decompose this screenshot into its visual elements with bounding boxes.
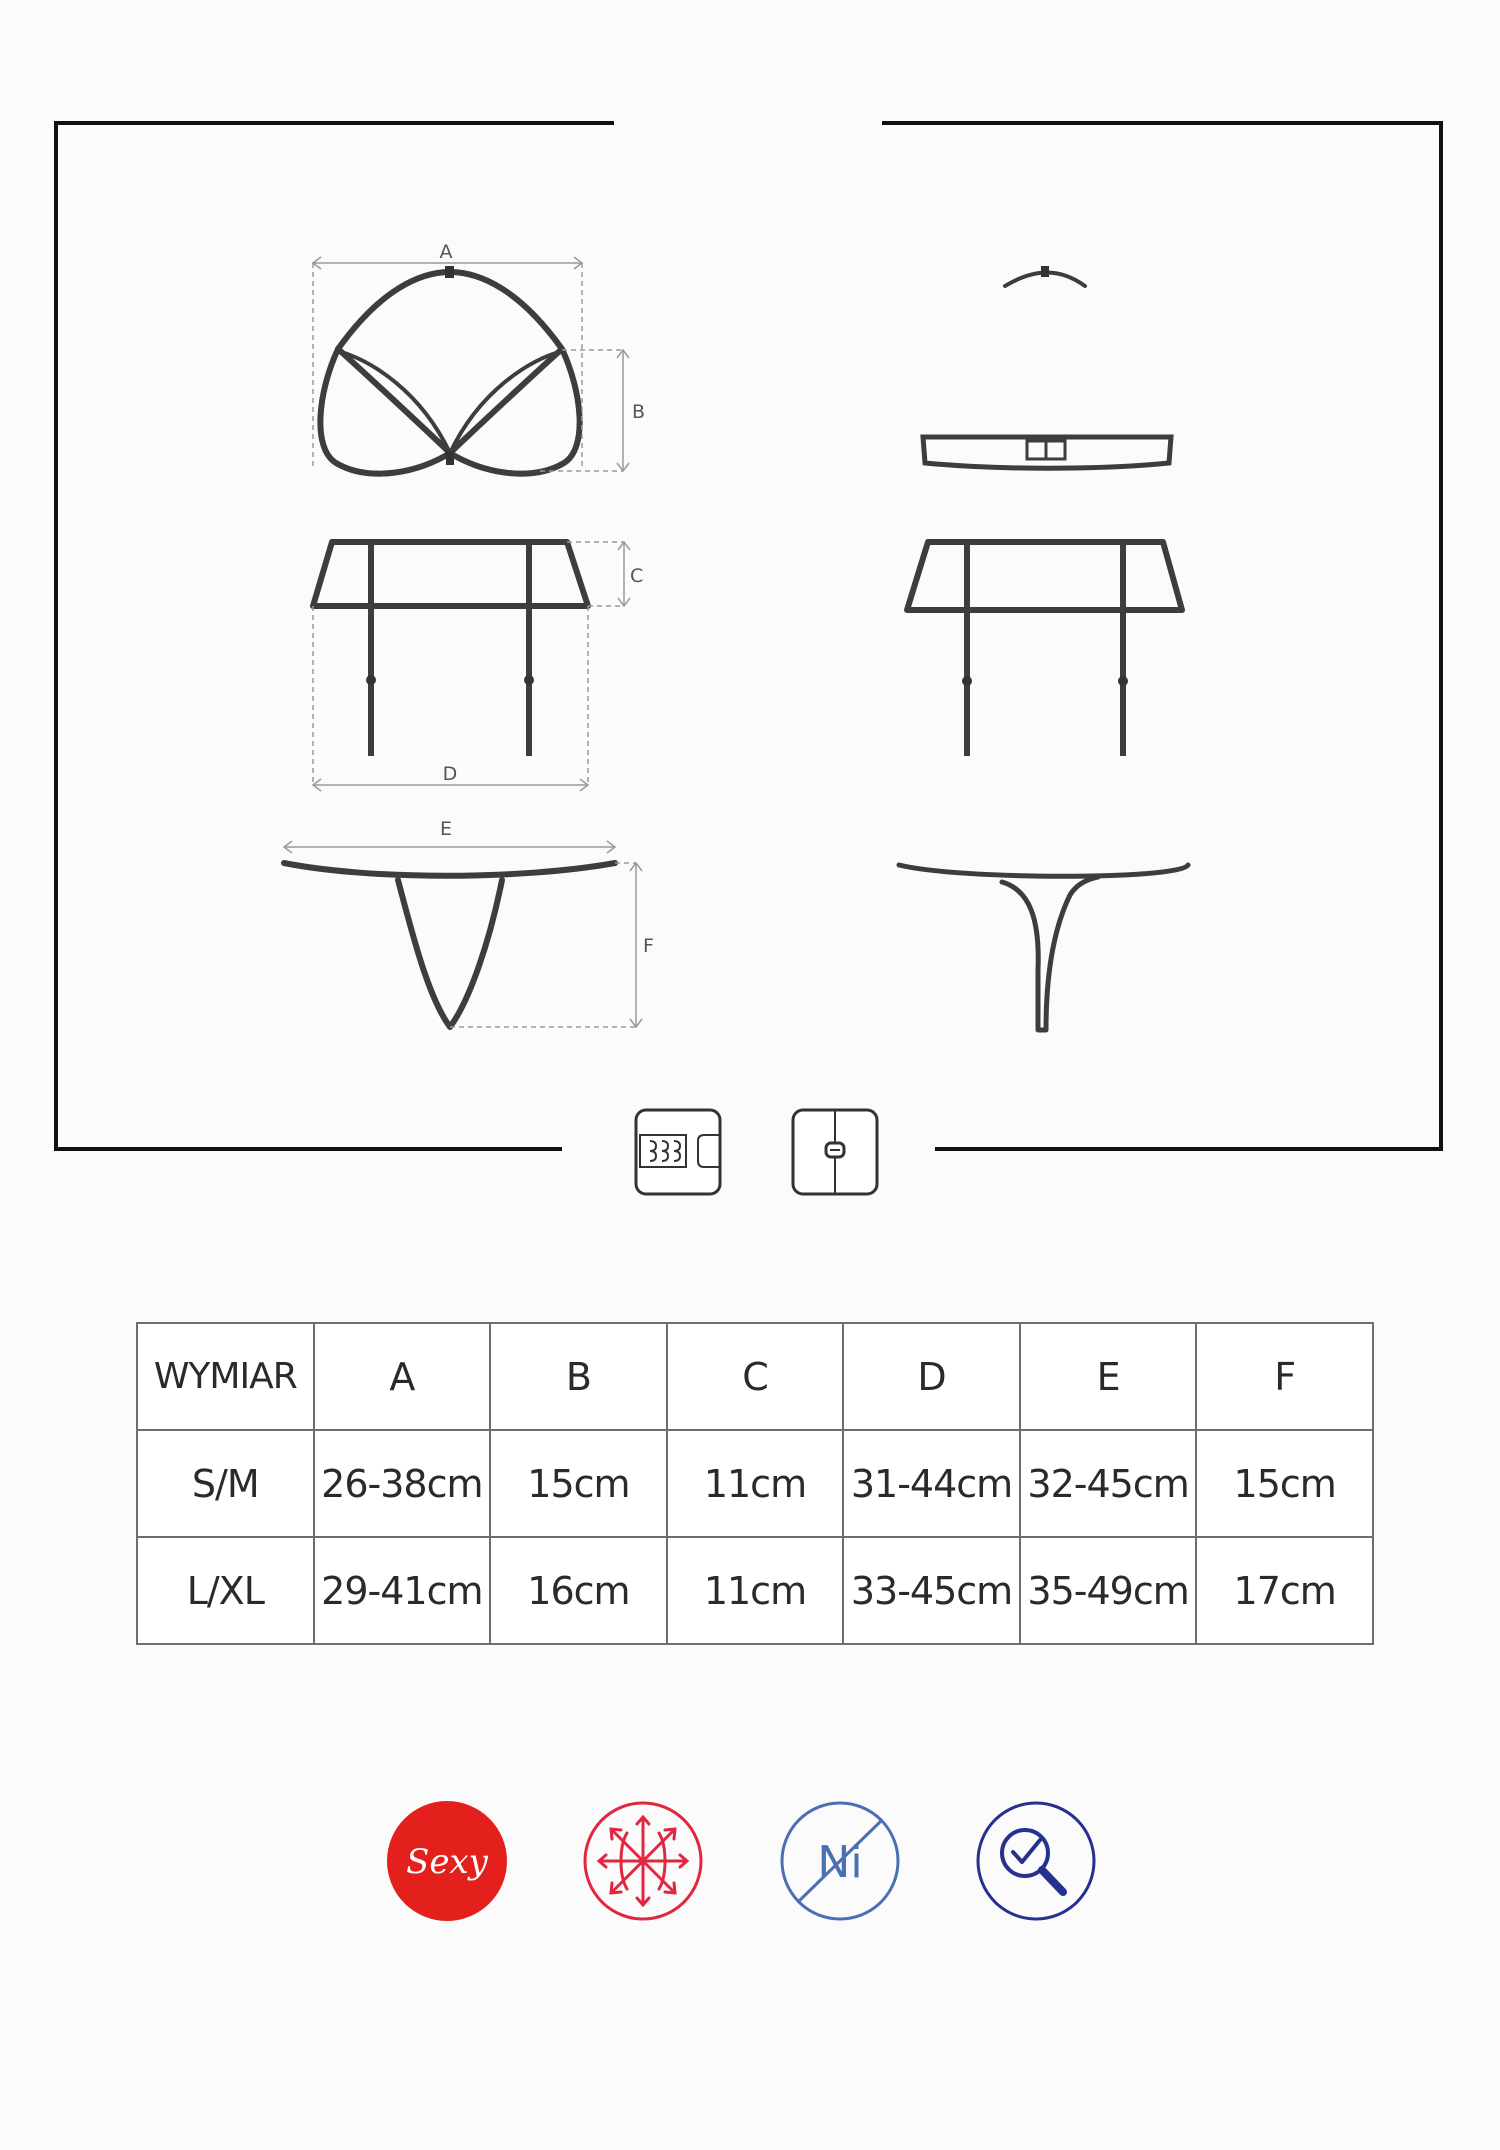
- table-header-a: A: [314, 1323, 491, 1430]
- garter-belt-back-drawing: [907, 542, 1182, 756]
- table-header-d: D: [843, 1323, 1020, 1430]
- garter-clip-icon: [962, 676, 972, 686]
- size-table: [136, 1322, 1374, 1645]
- table-cell: 11cm: [667, 1430, 844, 1537]
- bra-front-drawing: [320, 272, 579, 474]
- quality-check-icon: [978, 1803, 1094, 1919]
- size-label: L/XL: [137, 1537, 314, 1644]
- size-label: S/M: [137, 1430, 314, 1537]
- table-corner-label: WYMIAR: [137, 1323, 314, 1430]
- table-row: [137, 1430, 1373, 1537]
- thong-front-drawing: [284, 863, 615, 1027]
- table-cell: 33-45cm: [843, 1537, 1020, 1644]
- table-cell: 29-41cm: [314, 1537, 491, 1644]
- garter-clip-icon: [524, 675, 534, 685]
- adjustable-slider-closure-icon: [793, 1110, 877, 1194]
- table-row: [137, 1537, 1373, 1644]
- table-cell: 11cm: [667, 1537, 844, 1644]
- bra-top-clip-icon: [445, 266, 454, 278]
- table-header-row: [137, 1323, 1373, 1430]
- table-header-e: E: [1020, 1323, 1197, 1430]
- dimension-f-label: F: [643, 935, 654, 957]
- nickel-free-icon: [782, 1803, 898, 1919]
- diagram-frame: [56, 123, 1441, 1149]
- strap-clip-icon: [1041, 266, 1049, 277]
- dimension-c-label: C: [630, 565, 644, 587]
- table-cell: 35-49cm: [1020, 1537, 1197, 1644]
- sexy-badge-label: Sexy: [406, 1842, 488, 1882]
- table-header-c: C: [667, 1323, 844, 1430]
- table-header-b: B: [490, 1323, 667, 1430]
- dimension-b-label: B: [632, 401, 646, 423]
- bra-back-drawing: [923, 273, 1171, 469]
- hook-and-eye-closure-icon: [636, 1110, 720, 1194]
- garter-clip-icon: [1118, 676, 1128, 686]
- table-cell: 15cm: [1196, 1430, 1373, 1537]
- garter-belt-front-drawing: [313, 542, 588, 756]
- table-cell: 32-45cm: [1020, 1430, 1197, 1537]
- nickel-free-label: Ni: [817, 1837, 863, 1888]
- table-cell: 17cm: [1196, 1537, 1373, 1644]
- bra-center-clip-icon: [446, 451, 454, 465]
- table-cell: 15cm: [490, 1430, 667, 1537]
- table-header-f: F: [1196, 1323, 1373, 1430]
- feature-badges: [0, 1800, 1500, 1930]
- dimension-b: [540, 350, 629, 471]
- table-cell: 26-38cm: [314, 1430, 491, 1537]
- thong-back-drawing: [899, 865, 1188, 1030]
- garter-clip-icon: [366, 675, 376, 685]
- sexy-badge-icon: [387, 1801, 507, 1921]
- table-cell: 16cm: [490, 1537, 667, 1644]
- table-cell: 31-44cm: [843, 1430, 1020, 1537]
- dimension-e-label: E: [439, 818, 453, 840]
- stretch-fabric-icon: [585, 1803, 701, 1919]
- dimension-e: [284, 841, 615, 853]
- dimension-a-label: A: [439, 241, 453, 263]
- dimension-f: [450, 863, 642, 1027]
- dimension-d-label: D: [442, 763, 458, 785]
